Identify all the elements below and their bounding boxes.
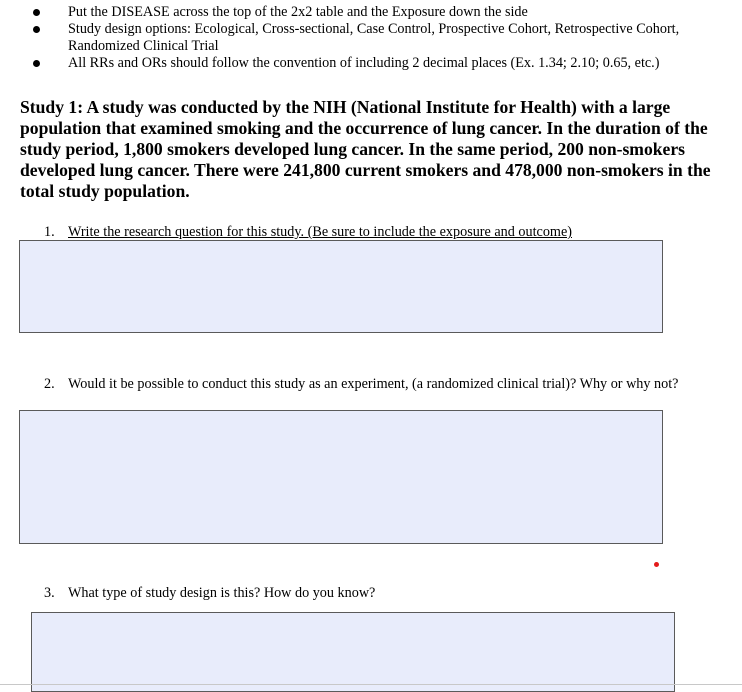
answer-box-2[interactable] <box>19 410 663 544</box>
question-1 <box>44 224 572 241</box>
answer-box-3[interactable] <box>31 612 675 692</box>
bullet-text: Study design options: Ecological, Cross-sectional, Case Control, Prospective Cohort, Retrospective Cohort, Randomized Clinical Trial <box>68 21 680 54</box>
question-2 <box>44 376 728 393</box>
question-3 <box>44 585 375 602</box>
question-text: Would it be possible to conduct this study as an experiment, (a randomized clinical trial)? Why or why not? <box>68 376 679 392</box>
instruction-bullet <box>24 55 736 72</box>
question-number: 1. <box>44 224 55 240</box>
question-text: What type of study design is this? How do you know? <box>68 585 376 601</box>
question-number: 3. <box>44 585 55 601</box>
instruction-bullet <box>24 21 736 55</box>
question-number: 2. <box>44 376 55 392</box>
study-description: Study 1: A study was conducted by the NIH (National Institute for Health) with a large population that examined smoking and the occurrence of lung cancer. In the duration of the study period, 1,800 smokers developed lung cancer. In the same period, 200 non-smokers developed lung cancer. There were 241,800 current smokers and 478,000 non-smokers in the total study population. <box>20 97 711 201</box>
question-text: Write the research question for this study. (Be sure to include the exposure and outcome) <box>68 224 572 240</box>
bullet-dot-icon <box>33 9 40 16</box>
red-marker-dot <box>654 562 659 567</box>
bullet-dot-icon <box>33 26 40 33</box>
instruction-bullet <box>24 4 736 21</box>
bullet-text: All RRs and ORs should follow the convention of including 2 decimal places (Ex. 1.34; 2.10; 0.65, etc.) <box>68 55 660 71</box>
bullet-dot-icon <box>33 60 40 67</box>
instruction-bullet-list <box>24 4 736 72</box>
answer-box-1[interactable] <box>19 240 663 333</box>
bullet-text: Put the DISEASE across the top of the 2x2 table and the Exposure down the side <box>68 4 528 20</box>
